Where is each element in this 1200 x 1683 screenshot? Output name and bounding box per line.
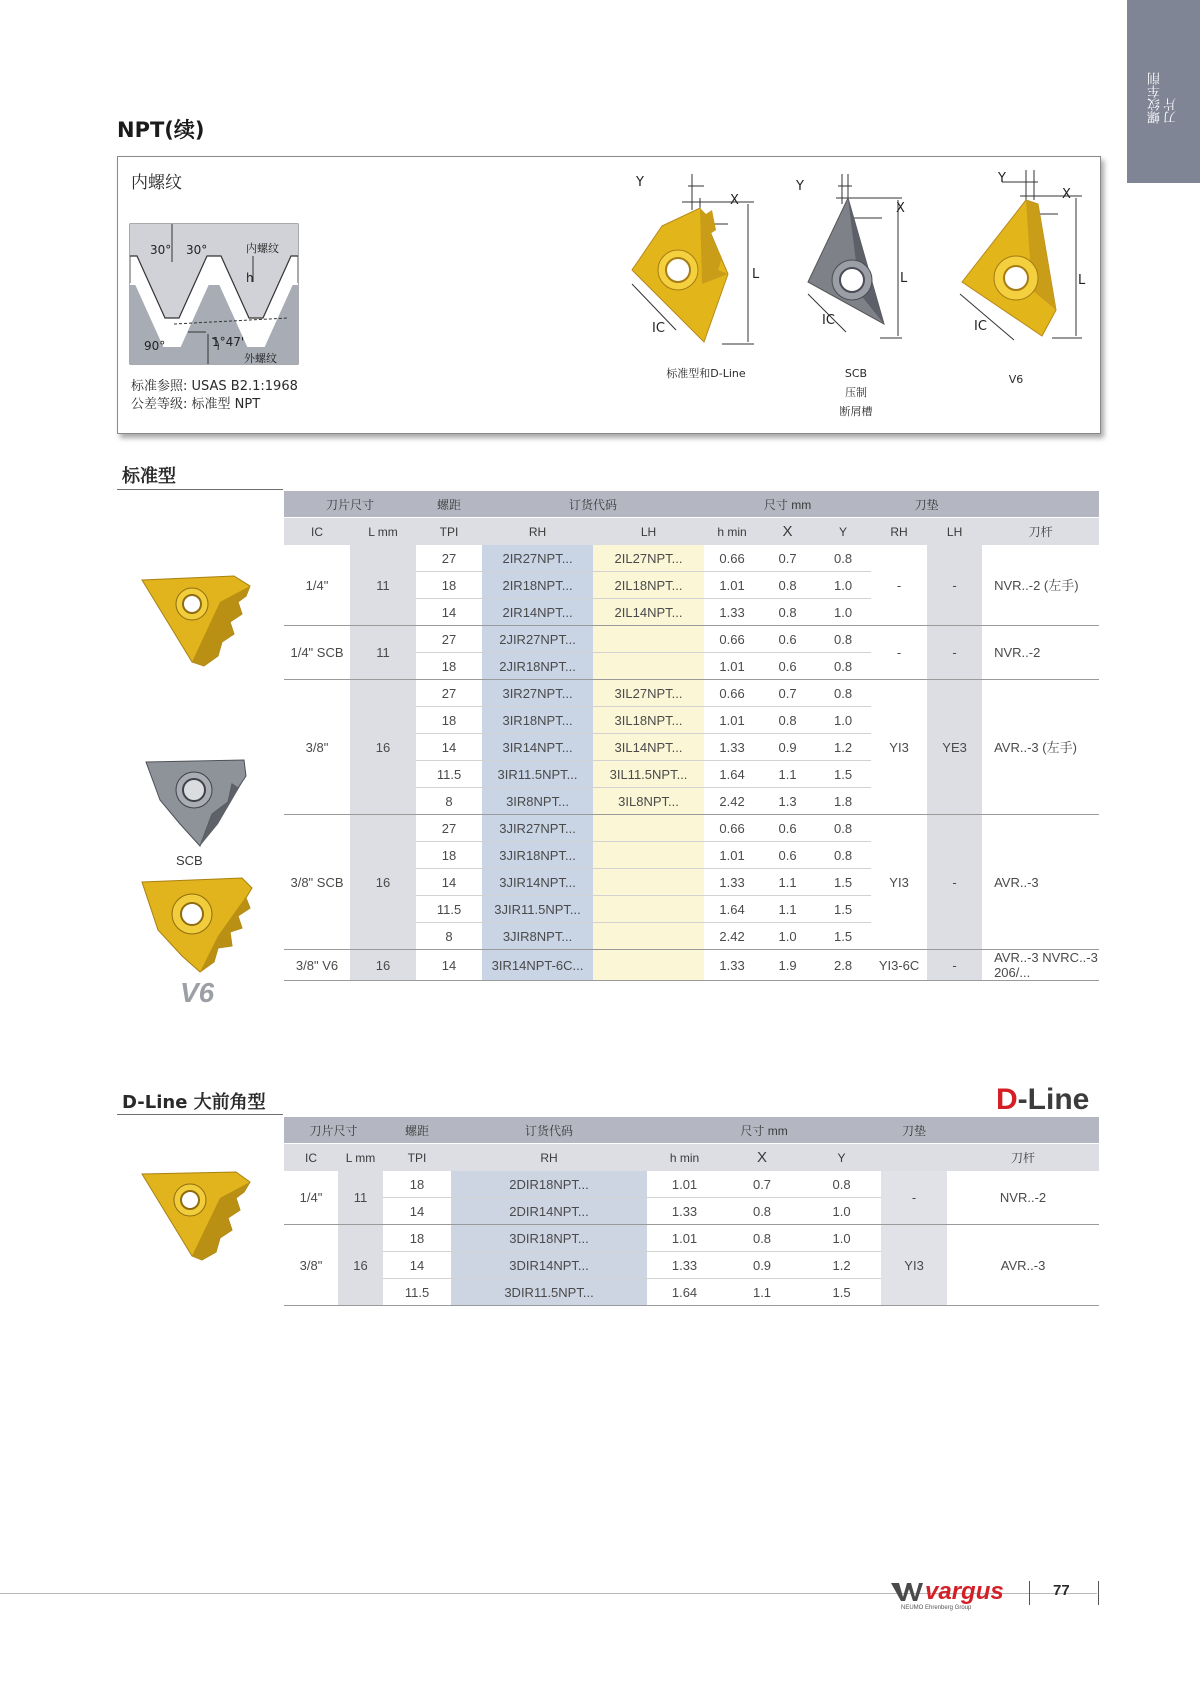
label-taper: 1°47': [212, 335, 245, 349]
cell-y: 0.8: [815, 653, 871, 680]
cell-hmin: 1.64: [647, 1279, 722, 1306]
cell-hmin: 2.42: [704, 788, 760, 815]
cell-l: 16: [350, 950, 416, 981]
table-row: [284, 1225, 1099, 1252]
ch-tpi: TPI: [383, 1144, 451, 1172]
gh-size: 刀片尺寸: [284, 491, 416, 518]
cell-lh: [593, 626, 704, 653]
cell-rh: 2IR18NPT...: [482, 572, 593, 599]
table-row: [284, 545, 1099, 572]
cell-y: 1.5: [815, 923, 871, 950]
cell-rh: 3IR14NPT...: [482, 734, 593, 761]
cell-holder: NVR..-2 (左手): [982, 545, 1099, 626]
cell-shim: YI3: [881, 1225, 947, 1306]
cell-hmin: 0.66: [704, 680, 760, 707]
cell-shim-lh: -: [927, 545, 982, 626]
cell-rh: 3JIR18NPT...: [482, 842, 593, 869]
cell-x: 1.1: [760, 896, 815, 923]
cell-hmin: 1.64: [704, 896, 760, 923]
cell-rh: 2JIR18NPT...: [482, 653, 593, 680]
cell-x: 0.7: [760, 545, 815, 572]
ch-rh: RH: [482, 518, 593, 546]
table-row: [284, 950, 1099, 981]
cell-x: 0.8: [722, 1225, 802, 1252]
label-internal: 内螺纹: [246, 242, 279, 255]
cell-lh: [593, 815, 704, 842]
gh-size: 刀片尺寸: [284, 1117, 383, 1144]
table-row: [284, 815, 1099, 842]
cell-l: 11: [350, 545, 416, 626]
cell-y: 1.5: [815, 896, 871, 923]
cell-rh: 3DIR14NPT...: [451, 1252, 647, 1279]
caption-v6: V6: [1008, 373, 1024, 386]
table-row: [284, 680, 1099, 707]
cell-hmin: 1.01: [647, 1225, 722, 1252]
column-header-row: [284, 518, 1099, 546]
group-header-row: [284, 1117, 1099, 1144]
insert-photo-dline: [136, 1160, 256, 1264]
cell-lh: 3IL18NPT...: [593, 707, 704, 734]
cell-ic: 1/4" SCB: [284, 626, 350, 680]
insert-dim-diagram-standard: [622, 174, 770, 346]
cell-ic: 3/8": [284, 1225, 338, 1306]
cell-lh: [593, 923, 704, 950]
dim-ic-std: IC: [652, 321, 665, 336]
cell-y: 0.8: [815, 626, 871, 653]
cell-hmin: 1.33: [647, 1252, 722, 1279]
footer-divider: [1029, 1581, 1030, 1605]
cell-hmin: 1.33: [704, 599, 760, 626]
insert-photo-scb: [140, 754, 252, 850]
dim-x-std: X: [730, 193, 739, 208]
cell-tpi: 18: [416, 572, 482, 599]
cell-hmin: 0.66: [704, 626, 760, 653]
cell-y: 1.5: [802, 1279, 881, 1306]
cell-hmin: 1.33: [647, 1198, 722, 1225]
cell-tpi: 18: [416, 842, 482, 869]
cell-y: 1.2: [802, 1252, 881, 1279]
side-tab-label: 螺纹车削 刀片: [1147, 72, 1179, 124]
cell-hmin: 2.42: [704, 923, 760, 950]
cell-y: 1.8: [815, 788, 871, 815]
cell-y: 1.2: [815, 734, 871, 761]
cell-rh: 3DIR11.5NPT...: [451, 1279, 647, 1306]
svg-text:NEUMO Ehrenberg Group: NEUMO Ehrenberg Group: [901, 1605, 972, 1611]
label-30-right: 30°: [186, 243, 208, 257]
cell-rh: 2DIR18NPT...: [451, 1171, 647, 1198]
cell-tpi: 14: [416, 869, 482, 896]
dline-insert-table: [284, 1117, 1099, 1306]
cell-x: 0.8: [760, 707, 815, 734]
ch-hmin: h min: [704, 518, 760, 546]
cell-lh: [593, 950, 704, 981]
gh-shim: 刀垫: [881, 1117, 947, 1144]
cell-lh: [593, 842, 704, 869]
cell-lh: 2IL18NPT...: [593, 572, 704, 599]
cell-tpi: 27: [416, 626, 482, 653]
vargus-logo: [891, 1577, 1021, 1611]
ch-shim-lh: LH: [927, 518, 982, 546]
gh-pitch: 螺距: [416, 491, 482, 518]
cell-holder: NVR..-2: [982, 626, 1099, 680]
cell-x: 1.1: [760, 761, 815, 788]
cell-x: 0.8: [722, 1198, 802, 1225]
table-row: [284, 626, 1099, 653]
cell-shim-lh: YE3: [927, 680, 982, 815]
section-heading-dline: D-Line 大前角型: [122, 1092, 266, 1113]
cell-y: 1.0: [815, 572, 871, 599]
label-h: h: [246, 271, 254, 285]
cell-holder: AVR..-3: [982, 815, 1099, 950]
cell-tpi: 18: [416, 653, 482, 680]
cell-y: 0.8: [815, 815, 871, 842]
cell-hmin: 1.01: [704, 572, 760, 599]
column-header-row: [284, 1144, 1099, 1172]
cell-hmin: 0.66: [704, 545, 760, 572]
cell-rh: 3IR8NPT...: [482, 788, 593, 815]
ch-ic: IC: [284, 518, 350, 546]
cell-x: 1.0: [760, 923, 815, 950]
cell-y: 2.8: [815, 950, 871, 981]
svg-text:V6: V6: [180, 977, 215, 1006]
table-row: [284, 1171, 1099, 1198]
cell-shim-rh: YI3: [871, 815, 927, 950]
cell-y: 1.0: [815, 599, 871, 626]
ch-holder: 刀杆: [982, 518, 1099, 546]
cell-tpi: 14: [416, 734, 482, 761]
cell-x: 1.3: [760, 788, 815, 815]
ch-holder: 刀杆: [947, 1144, 1099, 1172]
ch-lh: LH: [593, 518, 704, 546]
cell-x: 1.1: [722, 1279, 802, 1306]
section-rule-dline: [117, 1114, 283, 1115]
caption-standard: 标准型和D-Line: [666, 367, 746, 380]
cell-rh: 3JIR14NPT...: [482, 869, 593, 896]
gh-dims: 尺寸 mm: [647, 1117, 881, 1144]
cell-hmin: 0.66: [704, 815, 760, 842]
cell-rh: 3JIR27NPT...: [482, 815, 593, 842]
dim-l-std: L: [752, 267, 760, 282]
cell-y: 0.8: [815, 545, 871, 572]
cell-holder: NVR..-2: [947, 1171, 1099, 1225]
cell-y: 0.8: [802, 1171, 881, 1198]
page-heading: NPT(续): [117, 118, 205, 142]
cell-y: 1.5: [815, 869, 871, 896]
dim-ic-scb: IC: [822, 313, 835, 328]
cell-rh: 2IR27NPT...: [482, 545, 593, 572]
cell-hmin: 1.33: [704, 734, 760, 761]
cell-lh: [593, 869, 704, 896]
cell-tpi: 27: [416, 815, 482, 842]
cell-x: 1.9: [760, 950, 815, 981]
cell-tpi: 18: [416, 707, 482, 734]
ch-rh: RH: [451, 1144, 647, 1172]
dim-l-v6: L: [1078, 273, 1086, 288]
tolerance-line: 公差等级: 标准型 NPT: [131, 397, 261, 412]
cell-tpi: 11.5: [416, 896, 482, 923]
cell-rh: 2JIR27NPT...: [482, 626, 593, 653]
cell-x: 0.7: [722, 1171, 802, 1198]
cell-y: 1.0: [815, 707, 871, 734]
ch-y: Y: [815, 518, 871, 546]
cell-rh: 3IR14NPT-6C...: [482, 950, 593, 981]
cell-lh: 3IL27NPT...: [593, 680, 704, 707]
cell-lh: [593, 653, 704, 680]
dim-y-v6: Y: [998, 171, 1006, 186]
cell-rh: 3IR11.5NPT...: [482, 761, 593, 788]
cell-x: 0.6: [760, 815, 815, 842]
cell-l: 16: [350, 815, 416, 950]
ch-l: L mm: [350, 518, 416, 546]
insert-dim-diagram-scb: [790, 174, 920, 342]
cell-hmin: 1.01: [647, 1171, 722, 1198]
cell-holder: AVR..-3: [947, 1225, 1099, 1306]
cell-hmin: 1.64: [704, 761, 760, 788]
cell-hmin: 1.01: [704, 842, 760, 869]
cell-rh: 2IR14NPT...: [482, 599, 593, 626]
dline-logo: D-Line: [996, 1083, 1090, 1116]
cell-tpi: 14: [416, 950, 482, 981]
cell-rh: 3JIR11.5NPT...: [482, 896, 593, 923]
cell-shim: -: [881, 1171, 947, 1225]
cell-tpi: 14: [383, 1252, 451, 1279]
cell-rh: 3IR18NPT...: [482, 707, 593, 734]
cell-y: 1.5: [815, 761, 871, 788]
cell-hmin: 1.33: [704, 869, 760, 896]
gh-order-code: 订货代码: [482, 491, 704, 518]
cell-holder: AVR..-3 NVRC..-3 206/...: [982, 950, 1099, 981]
ch-shim-rh: RH: [871, 518, 927, 546]
cell-hmin: 1.01: [704, 653, 760, 680]
cell-x: 0.8: [760, 599, 815, 626]
cell-tpi: 8: [416, 788, 482, 815]
cell-holder: AVR..-3 (左手): [982, 680, 1099, 815]
cell-x: 0.6: [760, 626, 815, 653]
label-30-left: 30°: [150, 243, 172, 257]
svg-text:vargus: vargus: [925, 1578, 1004, 1605]
label-90: 90°: [144, 339, 166, 353]
cell-shim-lh: -: [927, 950, 982, 981]
dim-l-scb: L: [900, 271, 908, 286]
cell-tpi: 27: [416, 545, 482, 572]
cell-l: 11: [338, 1171, 383, 1225]
cell-ic: 1/4": [284, 545, 350, 626]
ch-hmin: h min: [647, 1144, 722, 1172]
cell-tpi: 18: [383, 1225, 451, 1252]
cell-l: 16: [350, 680, 416, 815]
ch-l: L mm: [338, 1144, 383, 1172]
cell-shim-rh: YI3-6C: [871, 950, 927, 981]
section-rule-standard: [117, 489, 283, 490]
cell-ic: 3/8" V6: [284, 950, 350, 981]
ch-ic: IC: [284, 1144, 338, 1172]
dim-ic-v6: IC: [974, 319, 987, 334]
cell-tpi: 14: [416, 599, 482, 626]
cell-hmin: 1.01: [704, 707, 760, 734]
dim-y-scb: Y: [796, 179, 804, 194]
cell-x: 0.6: [760, 842, 815, 869]
cell-x: 1.1: [760, 869, 815, 896]
cell-tpi: 11.5: [416, 761, 482, 788]
page-number: 77: [1053, 1582, 1070, 1599]
cell-x: 0.9: [760, 734, 815, 761]
cell-y: 1.0: [802, 1225, 881, 1252]
cell-rh: 3JIR8NPT...: [482, 923, 593, 950]
group-header-row: [284, 491, 1099, 518]
cell-lh: 3IL8NPT...: [593, 788, 704, 815]
cell-x: 0.9: [722, 1252, 802, 1279]
gh-pitch: 螺距: [383, 1117, 451, 1144]
caption-scb: SCB 压制 断屑槽: [839, 367, 873, 418]
cell-hmin: 1.33: [704, 950, 760, 981]
insert-photo-standard: [134, 562, 254, 670]
cell-tpi: 14: [383, 1198, 451, 1225]
cell-x: 0.7: [760, 680, 815, 707]
cell-shim-lh: -: [927, 815, 982, 950]
ch-tpi: TPI: [416, 518, 482, 546]
insert-photo-scb-label: SCB: [176, 853, 203, 868]
figure-title: 内螺纹: [131, 173, 182, 193]
cell-tpi: 11.5: [383, 1279, 451, 1306]
cell-shim-lh: -: [927, 626, 982, 680]
standard-reference: [131, 378, 298, 414]
gh-order-code: 订货代码: [451, 1117, 647, 1144]
standard-ref-line: 标准参照: USAS B2.1:1968: [131, 379, 298, 394]
cell-x: 0.8: [760, 572, 815, 599]
standard-insert-table: [284, 491, 1099, 981]
cell-tpi: 8: [416, 923, 482, 950]
label-external: 外螺纹: [244, 352, 277, 365]
thread-profile-diagram: [128, 222, 300, 366]
gh-shim: 刀垫: [871, 491, 982, 518]
cell-tpi: 18: [383, 1171, 451, 1198]
cell-rh: 3IR27NPT...: [482, 680, 593, 707]
insert-photo-v6: [138, 876, 256, 980]
cell-l: 16: [338, 1225, 383, 1306]
cell-y: 0.8: [815, 842, 871, 869]
ch-x: X: [760, 518, 815, 546]
cell-lh: 2IL27NPT...: [593, 545, 704, 572]
cell-lh: 3IL14NPT...: [593, 734, 704, 761]
insert-dim-diagram-v6: [946, 170, 1094, 342]
v6-logo: [178, 976, 226, 1006]
cell-shim-rh: -: [871, 626, 927, 680]
section-heading-standard: 标准型: [122, 466, 176, 487]
cell-shim-rh: YI3: [871, 680, 927, 815]
cell-ic: 3/8" SCB: [284, 815, 350, 950]
cell-l: 11: [350, 626, 416, 680]
gh-dims: 尺寸 mm: [704, 491, 871, 518]
cell-lh: 2IL14NPT...: [593, 599, 704, 626]
cell-y: 1.0: [802, 1198, 881, 1225]
cell-tpi: 27: [416, 680, 482, 707]
cell-rh: 2DIR14NPT...: [451, 1198, 647, 1225]
ch-x: X: [722, 1144, 802, 1172]
footer-divider: [1098, 1581, 1099, 1605]
cell-lh: [593, 896, 704, 923]
dim-y-std: Y: [636, 175, 644, 190]
cell-ic: 3/8": [284, 680, 350, 815]
dim-x-v6: X: [1062, 187, 1071, 202]
cell-rh: 3DIR18NPT...: [451, 1225, 647, 1252]
cell-shim-rh: -: [871, 545, 927, 626]
cell-ic: 1/4": [284, 1171, 338, 1225]
cell-lh: 3IL11.5NPT...: [593, 761, 704, 788]
dim-x-scb: X: [896, 201, 905, 216]
cell-y: 0.8: [815, 680, 871, 707]
ch-y: Y: [802, 1144, 881, 1172]
cell-x: 0.6: [760, 653, 815, 680]
